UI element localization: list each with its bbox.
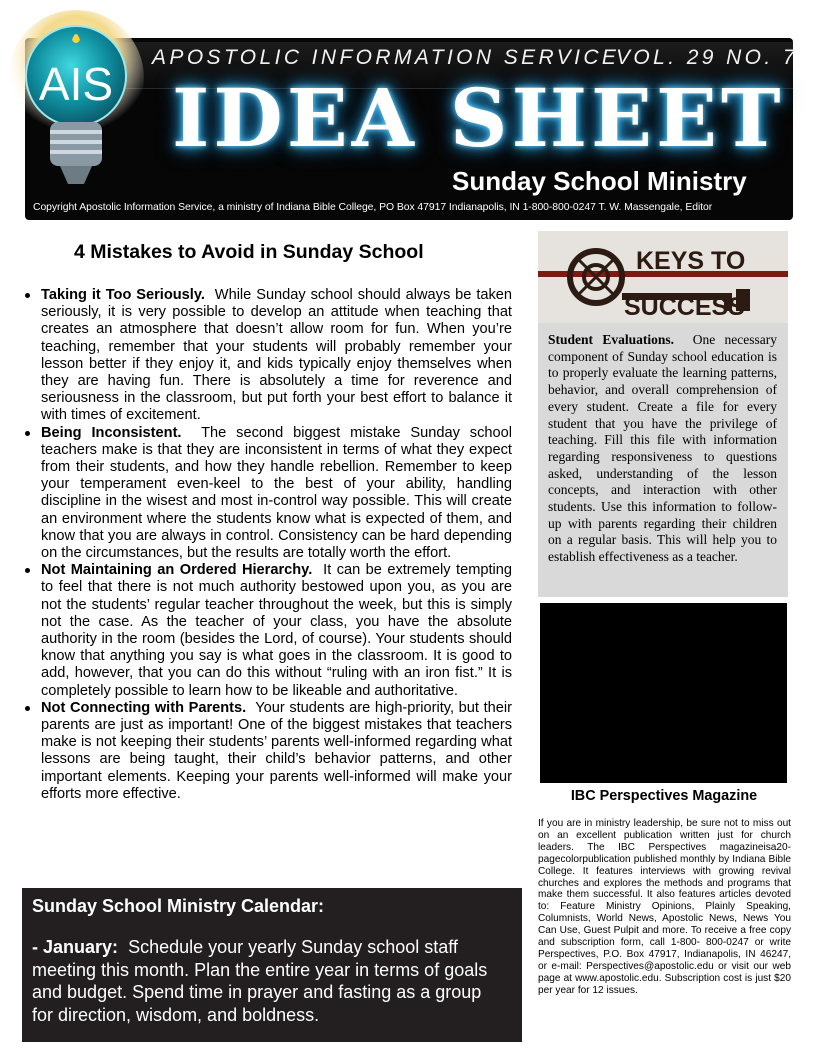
list-item-heading: Not Maintaining an Ordered Hierarchy. bbox=[41, 562, 313, 579]
ibc-text: If you are in ministry leadership, be sure not to miss out on an excellent publication written just for church leaders. The IBC Perspectives magazineisa20-pagecolorpublication published monthly by Indiana Bible College. It features interviews with growing revival churches and explores the methods and programs that make them successful. It also features articles devoted to: Feature Ministry Opinions, Plainly Speaking, Columnists, World News, Apostolic News, News You Can Use, Guest Pulpit and more. To receive a free copy and subscription form, call 1-800- 800-0247 or write Perspectives, P.O. Box 47917, Indianapolis, IN 46247, or e-mail: Perspectives@apostolic.edu or visit our web page at www.apostolic.edu. Subscription cost is just $20 per year for 12 issues. bbox=[538, 818, 791, 996]
keys-body: One necessary component of Sunday school education is to properly evaluate the learning patterns, behavior, and overall comprehension of every student. Create a file for every student that you have the privilege of teaching. Fill this file with information regarding responsiveness to questions asked, understanding of the lesson concepts, and interaction with other students. Use this information to follow-up with parents regarding their children on a regular basis. This will help you to establish effectiveness as a teacher. bbox=[548, 332, 778, 565]
list-item-body: Your students are high-priority, but their parents are just as important! One of the biggest mistakes that teachers make is not keeping their students’ parents well-informed regarding what lessons are being taught, their child’s behavior patterns, and other important elements. Keeping your parents well-informed will make your efforts more effective. bbox=[41, 699, 512, 802]
list-item bbox=[22, 562, 512, 700]
article-title: 4 Mistakes to Avoid in Sunday School bbox=[74, 241, 424, 263]
bullet-icon bbox=[25, 431, 30, 436]
antique-key-icon bbox=[538, 231, 788, 323]
masthead-title: IDEA SHEET bbox=[172, 71, 785, 165]
lightbulb-icon bbox=[10, 4, 150, 204]
copyright-line: Copyright Apostolic Information Service, a ministry of Indiana Bible College, PO Box 47917 Indianapolis, IN 1-800-800-0247 T. W. Massengale, Editor bbox=[33, 202, 713, 213]
keys-graphic-line1: KEYS TO bbox=[636, 247, 746, 275]
student-evaluations-text bbox=[548, 332, 777, 566]
list-item-body: The second biggest mistake Sunday school teachers make is that they are inconsistent in terms of what they expect from their students, and how they handle rebellion. Remember to keep your temperament even-keel to the best of your ability, handling discipline in the wisest and most in-control way possible. This will create an environment where the students know what is expected of them, and know that you are always in control. Consistency can be hard depending on the circumstances, but the results are totally worth the effort. bbox=[41, 424, 512, 562]
list-item bbox=[22, 425, 512, 563]
bullet-icon bbox=[25, 568, 30, 573]
bullet-icon bbox=[25, 706, 30, 711]
bullet-icon bbox=[25, 293, 30, 298]
volume-number: VOL. 29 NO. 7 bbox=[616, 46, 798, 69]
ibc-title: IBC Perspectives Magazine bbox=[570, 788, 758, 804]
list-item bbox=[22, 287, 512, 425]
logo-text: AIS bbox=[38, 58, 114, 110]
video-embed[interactable] bbox=[540, 603, 787, 783]
mistakes-list bbox=[22, 287, 512, 803]
list-item-heading: Not Connecting with Parents. bbox=[41, 699, 247, 716]
keys-graphic-line2: SUCCESS bbox=[624, 293, 745, 321]
keys-heading: Student Evaluations. bbox=[548, 332, 675, 347]
list-item-heading: Taking it Too Seriously. bbox=[41, 287, 205, 303]
calendar-body: Schedule your yearly Sunday school staff meeting this month. Plan the entire year in terms of goals and budget. Spend time in prayer and fasting as a group for direction, wisdom, and boldness. bbox=[32, 937, 488, 1025]
keys-to-success-box bbox=[538, 231, 788, 597]
ministry-calendar bbox=[22, 888, 522, 1042]
calendar-prefix: - bbox=[32, 937, 43, 957]
list-item bbox=[22, 700, 512, 803]
list-item-body: While Sunday school should always be taken seriously, it is very possible to develop an attitude when teaching that creates an atmosphere that doesn’t allow room for fun. When you’re teaching, remember that your students will probably remember your lesson better if they enjoy it, and kids typically enjoy themselves when they are having fun. There is absolutely a time for reverence and seriousness in the classroom, but put forth your best effort to balance it with times of excitement. bbox=[41, 287, 513, 424]
calendar-entry bbox=[32, 936, 502, 1026]
calendar-title: Sunday School Ministry Calendar: bbox=[32, 896, 325, 916]
ministry-title: Sunday School Ministry bbox=[452, 166, 747, 196]
list-item-body: It can be extremely tempting to feel that there is not much authority bestowed upon you, as you are not the students’ regular teacher throughout the week, but this is simply not the case. As the teacher of your class, you have the absolute authority in the room (besides the Lord, of course). Your students should know that anything you say is what goes in the classroom. It is good to add, however, that you can do this without “ruling with an iron fist.” It is completely possible to learn how to be likeable and authoritative. bbox=[41, 562, 512, 699]
calendar-month: January: bbox=[43, 937, 119, 957]
service-name: APOSTOLIC INFORMATION SERVICE bbox=[152, 46, 620, 69]
list-item-heading: Being Inconsistent. bbox=[41, 424, 182, 441]
